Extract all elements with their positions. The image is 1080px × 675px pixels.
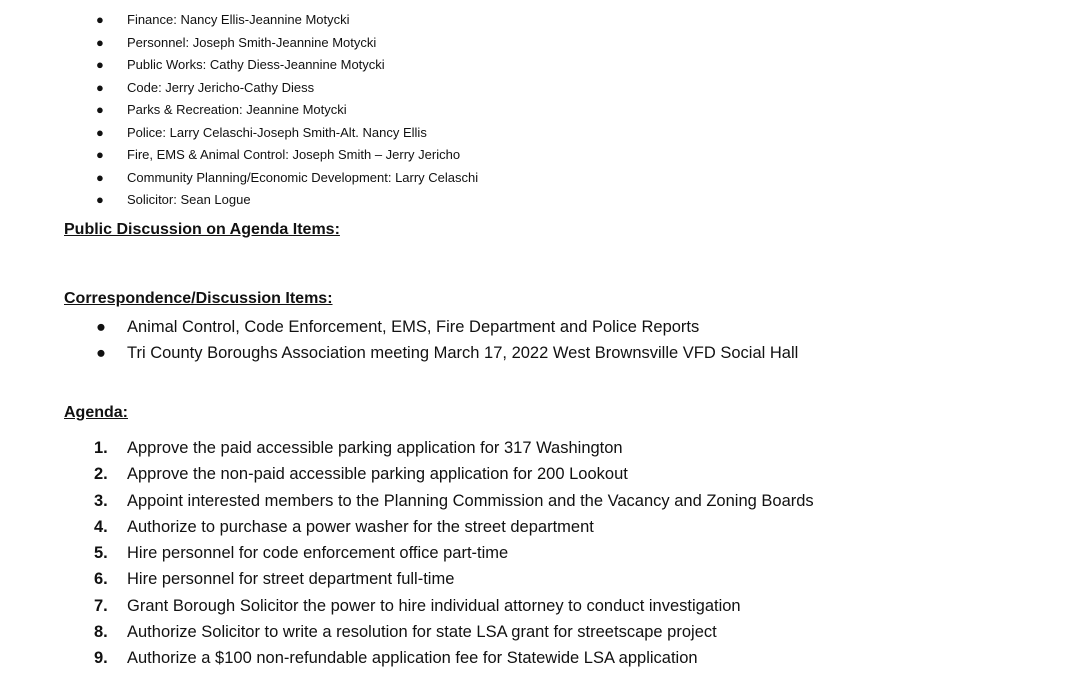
correspondence-text: Animal Control, Code Enforcement, EMS, Fire Department and Police Reports [127, 318, 700, 336]
bullet-icon: ● [96, 318, 106, 336]
list-item [94, 145, 478, 168]
agenda-text: Approve the paid accessible parking application for 317 Washington [127, 439, 623, 457]
committee-text: Parks & Recreation: Jeannine Motycki [127, 102, 347, 117]
list-item [94, 621, 814, 647]
agenda-text: Hire personnel for code enforcement office part-time [127, 544, 509, 563]
list-item [94, 516, 814, 542]
agenda-heading: Agenda: [64, 404, 128, 421]
correspondence-text: Tri County Boroughs Association meeting March 17, 2022 West Brownsville VFD Social Hall [127, 344, 799, 363]
list-item [94, 568, 814, 594]
list-item [94, 168, 478, 191]
list-item [94, 55, 478, 78]
bullet-icon: ● [96, 12, 104, 27]
committee-text: Code: Jerry Jericho-Cathy Diess [127, 79, 315, 95]
list-item [94, 78, 478, 101]
list-item [94, 342, 798, 368]
agenda-text: Appoint interested members to the Planning Commission and the Vacancy and Zoning Boards [127, 491, 814, 510]
item-number: 4. [94, 517, 108, 536]
agenda-text: Approve the non-paid accessible parking application for 200 Lookout [127, 465, 628, 484]
bullet-icon: ● [96, 102, 104, 117]
list-item [94, 647, 814, 673]
committee-list [94, 10, 478, 213]
list-item [94, 437, 814, 463]
agenda-text: Authorize a $100 non-refundable application fee for Statewide LSA application [127, 649, 698, 668]
agenda-text: Authorize to purchase a power washer for the street department [127, 517, 594, 536]
correspondence-list [94, 316, 798, 369]
bullet-icon: ● [96, 57, 104, 72]
bullet-icon: ● [96, 124, 104, 140]
committee-text: Solicitor: Sean Logue [127, 192, 251, 207]
agenda-text: Grant Borough Solicitor the power to hire individual attorney to conduct investigation [127, 596, 741, 615]
item-number: 6. [94, 570, 108, 589]
list-item [94, 190, 478, 213]
list-item [94, 490, 814, 516]
list-item [94, 463, 814, 489]
agenda-text: Hire personnel for street department full-time [127, 570, 455, 589]
committee-text: Fire, EMS & Animal Control: Joseph Smith – Jerry Jericho [127, 147, 461, 162]
bullet-icon: ● [96, 147, 104, 162]
correspondence-heading: Correspondence/Discussion Items: [64, 290, 333, 307]
public-discussion-heading: Public Discussion on Agenda Items: [64, 221, 340, 238]
committee-text: Police: Larry Celaschi-Joseph Smith-Alt. Nancy Ellis [127, 124, 427, 140]
item-number: 2. [94, 465, 108, 484]
committee-text: Personnel: Joseph Smith-Jeannine Motycki [127, 34, 377, 50]
list-item [94, 316, 798, 342]
list-item [94, 100, 478, 123]
committee-text: Finance: Nancy Ellis-Jeannine Motycki [127, 12, 350, 27]
list-item [94, 595, 814, 621]
committee-text: Community Planning/Economic Development: Larry Celaschi [127, 169, 479, 185]
item-number: 7. [94, 596, 108, 615]
bullet-icon: ● [96, 79, 104, 95]
list-item [94, 10, 478, 33]
bullet-icon: ● [96, 34, 104, 50]
list-item [94, 33, 478, 56]
bullet-icon: ● [96, 344, 106, 363]
bullet-icon: ● [96, 192, 104, 207]
list-item [94, 123, 478, 146]
agenda-text: Authorize Solicitor to write a resolution for state LSA grant for streetscape project [127, 623, 717, 642]
item-number: 1. [94, 439, 108, 457]
list-item [94, 542, 814, 568]
item-number: 9. [94, 649, 108, 668]
item-number: 8. [94, 623, 108, 642]
item-number: 3. [94, 491, 108, 510]
bullet-icon: ● [96, 169, 104, 185]
item-number: 5. [94, 544, 108, 563]
committee-text: Public Works: Cathy Diess-Jeannine Motycki [127, 57, 385, 72]
agenda-list [94, 437, 814, 674]
